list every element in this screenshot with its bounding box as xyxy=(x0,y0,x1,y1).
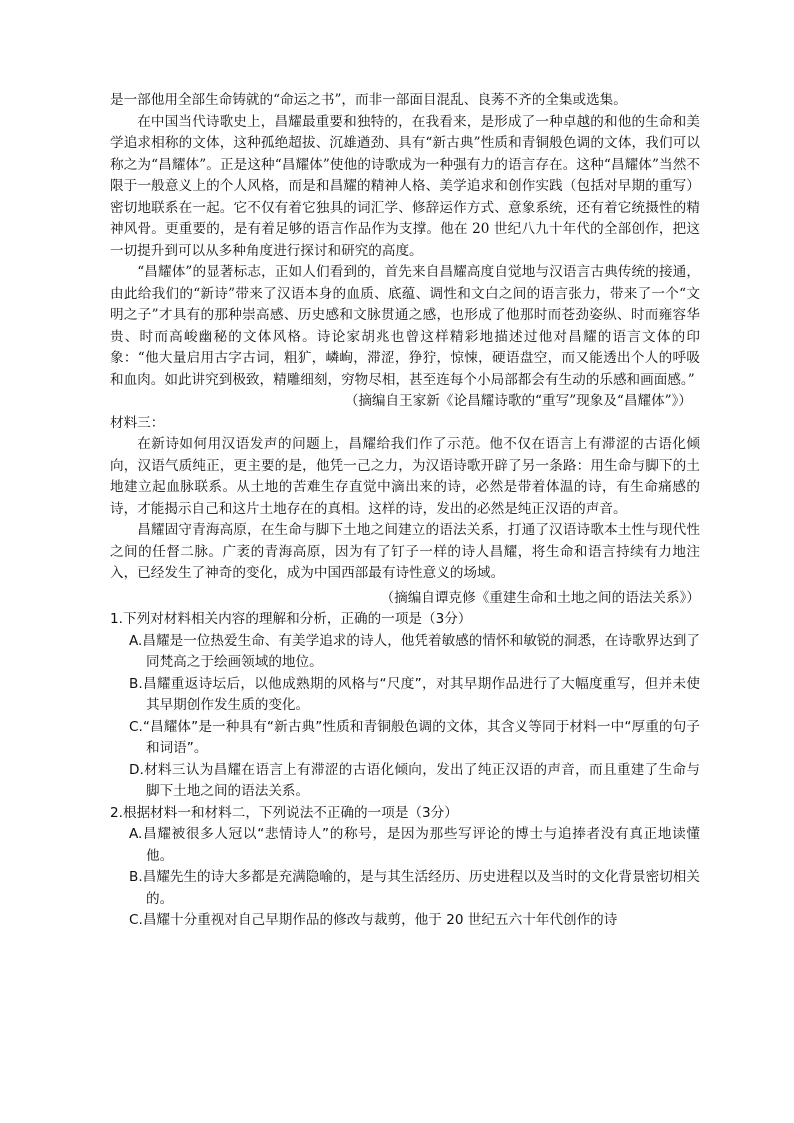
question-2 xyxy=(110,803,700,932)
question-1-option-a[interactable]: A.昌耀是一位热爱生命、有美学追求的诗人，他凭着敏感的情怀和敏锐的洞悉，在诗歌界达到了同梵高之于绘画领域的地位。 xyxy=(129,632,700,670)
question-1-option-c[interactable]: C.“昌耀体”是一种具有“新古典”性质和青铜般色调的文体，其含义等同于材料一中“厚重的句子和词语”。 xyxy=(129,718,700,756)
question-1-stem: 1.下列对材料相关内容的理解和分析，正确的一项是（3分） xyxy=(110,611,472,627)
question-1 xyxy=(110,609,700,803)
question-2-option-c[interactable]: C.昌耀十分重视对自己早期作品的修改与裁剪，他于 20 世纪五六十年代创作的诗 xyxy=(129,912,618,928)
material3-paragraph-2: 昌耀固守青海高原，在生命与脚下土地之间建立的语法关系，打通了汉语诗歌本土性与现代性之间的任督二脉。广袤的青海高原，因为有了钉子一样的诗人昌耀，将生命和语言持续有力地注入，已经发生了神奇的变化，成为中国西部最有诗性意义的场域。 xyxy=(110,522,700,581)
question-1-option-b[interactable]: B.昌耀重返诗坛后，以他成熟期的风格与“尺度”，对其早期作品进行了大幅度重写，但并未使其早期创作发生质的变化。 xyxy=(129,675,700,713)
material2-paragraph-2: “昌耀体”的显著标志，正如人们看到的，首先来自昌耀高度自觉地与汉语言古典传统的接通，由此给我们的“新诗”带来了汉语本身的血质、底蕴、调性和文白之间的语言张力，带来了一个“文明之子”才具有的那种崇高感、历史感和文脉贯通之感，也形成了他那时而苍劲姿纵、时而雍容华贵、时而高峻幽秘的文体风格。诗论家胡兆也曾这样精彩地描述过他对昌耀的语言文体的印象：“他大量启用古字古词，粗犷，嶙峋，滞涩，狰狞，惊悚，硬语盘空，而又能透出个人的呼吸和血肉。如此讲究到极致，精雕细刻，穷物尽相，甚至连每个小局部都会有生动的乐感和画面感。” xyxy=(110,264,700,388)
material3-citation: （摘编自谭克修《重建生命和土地之间的语法关系》） xyxy=(380,589,700,606)
question-1-option-d[interactable]: D.材料三认为昌耀在语言上有滞涩的古语化倾向，发出了纯正汉语的声音，而且重建了生命与脚下土地之间的语法关系。 xyxy=(129,761,700,799)
question-2-option-a[interactable]: A.昌耀被很多人冠以“悲情诗人”的称号，是因为那些写评论的博士与追捧者没有真正地读懂他。 xyxy=(129,826,700,864)
document-page xyxy=(110,90,700,932)
question-2-stem: 2.根据材料一和材料二，下列说法不正确的一项是（3分） xyxy=(110,804,458,821)
material2-paragraph-1: 在中国当代诗歌史上，昌耀最重要和独特的，在我看来，是形成了一种卓越的和他的生命和美学追求相称的文体，这种孤绝超拔、沉雄遒劲、具有“新古典”性质和青铜般色调的文体，我们可以称之为“昌耀体”。正是这种“昌耀体”使他的诗歌成为一种强有力的语言存在。这种“昌耀体”当然不限于一般意义上的个人风格，而是和昌耀的精神人格、美学追求和创作实践（包括对早期的重写）密切地联系在一起。它不仅有着它独具的词汇学、修辞运作方式、意象系统，还有着它统摄性的精神风骨。更重要的，是有着足够的语言作品作为支撑。他在 20 世纪八九十年代的全部创作，把这一切提升到可以从多种角度进行探讨和研究的高度。 xyxy=(110,113,700,259)
material3-paragraph-1: 在新诗如何用汉语发声的问题上，昌耀给我们作了示范。他不仅在语言上有滞涩的古语化倾向，汉语气质纯正，更主要的是，他凭一己之力，为汉语诗歌开辟了另一条路：用生命与脚下的土地建立起血脉联系。从土地的苦难生存直觉中滴出来的诗，必然是带着体温的诗，有生命痛感的诗，才能揭示自己和这片土地存在的真相。这样的诗，发出的必然是纯正汉语的声音。 xyxy=(110,436,700,517)
material3-heading: 材料三： xyxy=(110,414,165,431)
material2-continued-paragraph: 是一部他用全部生命铸就的“命运之书”，而非一部面目混乱、良莠不齐的全集或选集。 xyxy=(110,92,627,108)
question-2-option-b[interactable]: B.昌耀先生的诗大多都是充满隐喻的，是与其生活经历、历史进程以及当时的文化背景密切相关的。 xyxy=(129,869,700,907)
material2-citation: （摘编自王家新《论昌耀诗歌的“重写”现象及“昌耀体”》） xyxy=(344,393,692,409)
